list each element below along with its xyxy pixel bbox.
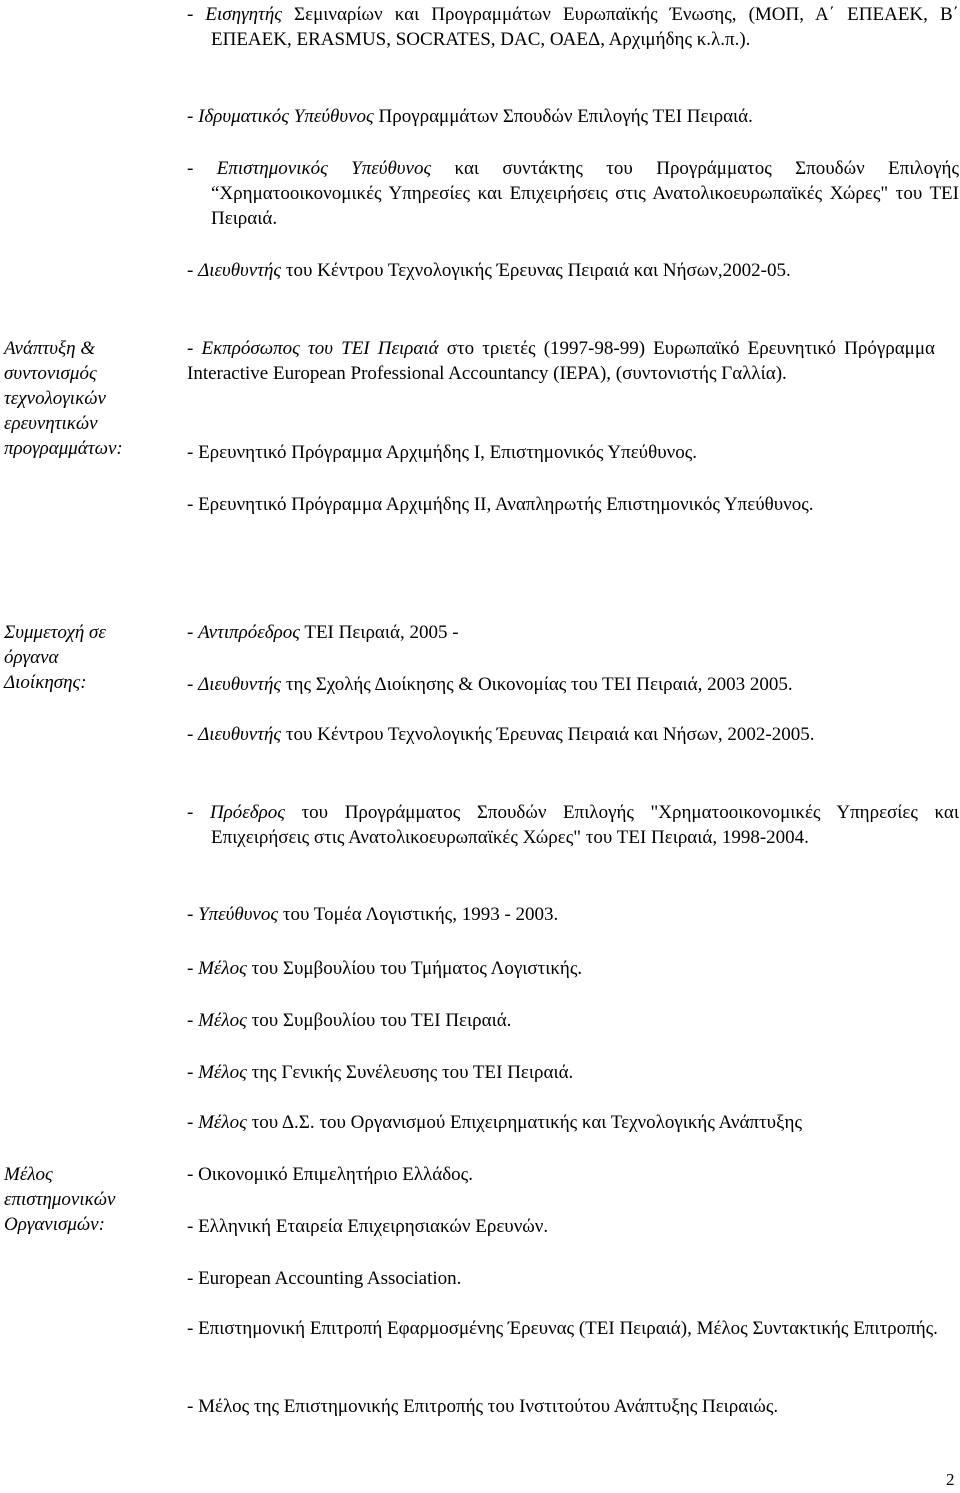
governance-item: - Διευθυντής του Κέντρου Τεχνολογικής Έρευνας Πειραιά και Νήσων, 2002-2005. <box>187 724 815 745</box>
intro-item: - Ιδρυματικός Υπεύθυνος Προγραμμάτων Σπουδών Επιλογής ΤΕΙ Πειραιά. <box>187 106 753 127</box>
organizations-heading: Μέλος επιστημονικών Οργανισμών: <box>4 1164 116 1235</box>
research-item: - Εκπρόσωπος του ΤΕΙ Πειραιά στο τριετές (1997-98-99) Ευρωπαϊκό Ερευνητικό Πρόγραμμα Interactive European Professional Accountancy (IEPA), (συντονιστής Γαλλία). <box>187 338 935 384</box>
intro-item: - Επιστημονικός Υπεύθυνος και συντάκτης του Προγράμματος Σπουδών Επιλογής “Χρηματοοικονομικές Υπηρεσίες και Επιχειρήσεις στις Ανατολικοευρωπαϊκές Χώρες" του ΤΕΙ Πειραιά. <box>187 158 959 229</box>
governance-item: - Μέλος της Γενικής Συνέλευσης του ΤΕΙ Πειραιά. <box>187 1062 574 1083</box>
governance-item: - Μέλος του Συμβουλίου του ΤΕΙ Πειραιά. <box>187 1010 512 1031</box>
page-number: 2 <box>946 1470 955 1489</box>
governance-heading: Συμμετοχή σε όργανα Διοίκησης: <box>4 622 106 693</box>
organization-item: - Επιστημονική Επιτροπή Εφαρμοσμένης Έρευνας (ΤΕΙ Πειραιά), Μέλος Συντακτικής Επιτροπής. <box>187 1318 938 1339</box>
governance-item: - Μέλος του Συμβουλίου του Τμήματος Λογιστικής. <box>187 958 583 979</box>
research-item: - Ερευνητικό Πρόγραμμα Αρχιμήδης Ι, Επιστημονικός Υπεύθυνος. <box>187 442 697 463</box>
intro-item: - Διευθυντής του Κέντρου Τεχνολογικής Έρευνας Πειραιά και Νήσων,2002-05. <box>187 260 791 281</box>
research-item: - Ερευνητικό Πρόγραμμα Αρχιμήδης ΙΙ, Αναπληρωτής Επιστημονικός Υπεύθυνος. <box>187 494 814 515</box>
organization-item: - European Accounting Association. <box>187 1268 462 1289</box>
organization-item: - Οικονομικό Επιμελητήριο Ελλάδος. <box>187 1164 473 1185</box>
intro-item: - Εισηγητής Σεμιναρίων και Προγραμμάτων Ευρωπαϊκής Ένωσης, (ΜΟΠ, Α΄ ΕΠΕΑΕΚ, Β΄ ΕΠΕΑΕΚ, ERASMUS, SOCRATES, DAC, ΟΑΕΔ, Αρχιμήδης κ.λ.π.). <box>187 4 959 50</box>
organization-item: - Ελληνική Εταιρεία Επιχειρησιακών Ερευνών. <box>187 1216 549 1237</box>
governance-item: - Πρόεδρος του Προγράμματος Σπουδών Επιλογής "Χρηματοοικονομικές Υπηρεσίες και Επιχειρήσεις στις Ανατολικοευρωπαϊκές Χώρες" του ΤΕΙ Πειραιά, 1998-2004. <box>187 802 959 848</box>
governance-item: - Μέλος του Δ.Σ. του Οργανισμού Επιχειρηματικής και Τεχνολογικής Ανάπτυξης <box>187 1112 802 1133</box>
governance-item: - Διευθυντής της Σχολής Διοίκησης & Οικονομίας του ΤΕΙ Πειραιά, 2003 2005. <box>187 674 793 695</box>
governance-item: - Αντιπρόεδρος ΤΕΙ Πειραιά, 2005 - <box>187 622 459 643</box>
research-heading: Ανάπτυξη & συντονισμός τεχνολογικών ερευνητικών προγραμμάτων: <box>4 338 123 459</box>
governance-item: - Υπεύθυνος του Τομέα Λογιστικής, 1993 - 2003. <box>187 904 559 925</box>
organization-item: - Μέλος της Επιστημονικής Επιτροπής του Ινστιτούτου Ανάπτυξης Πειραιώς. <box>187 1396 779 1417</box>
